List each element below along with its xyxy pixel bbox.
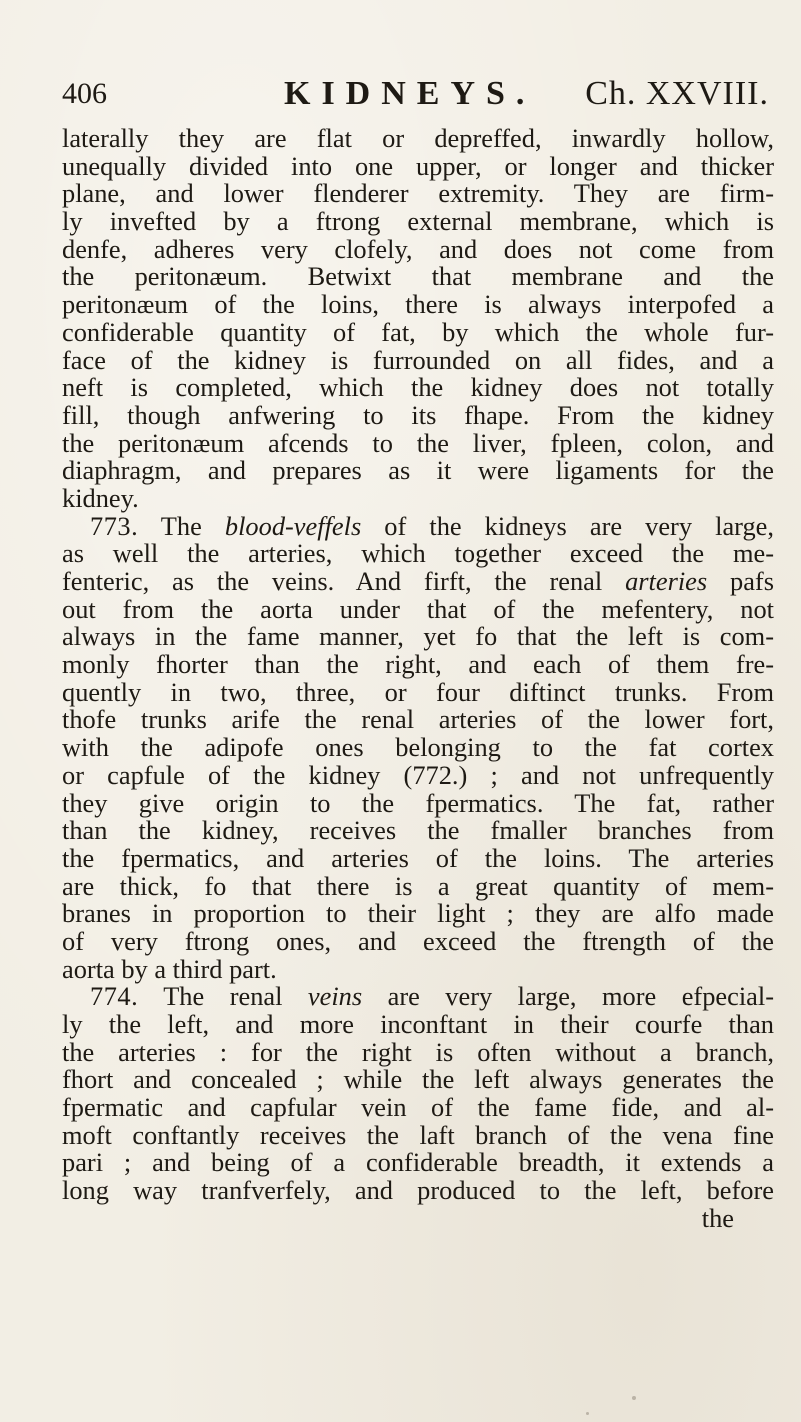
text-line: the fpermatics, and arteries of the loins. The arteries <box>62 842 774 873</box>
text-line: fill, though anfwering to its fhape. From the kidney <box>62 399 774 430</box>
text-line: aorta by a third part. <box>62 953 277 984</box>
text-line: with the adipofe ones belonging to the fat cortex <box>62 732 774 763</box>
body-text <box>62 125 774 1233</box>
italic-term: veins <box>307 981 363 1012</box>
text-line: denfe, adheres very clofely, and does not come from <box>62 233 774 264</box>
italic-term: blood-veffels <box>224 510 362 541</box>
text-line: or capfule of the kidney (772.) ; and not unfrequently <box>62 759 774 790</box>
text-line: fhort and concealed ; while the left always generates the <box>62 1064 774 1095</box>
text-line: unequally divided into one upper, or longer and thicker <box>62 150 774 181</box>
text-line: quently in two, three, or four diftinct trunks. From <box>62 676 774 707</box>
paragraph-number: 774. <box>90 981 139 1012</box>
text-line: thofe trunks arife the renal arteries of the lower fort, <box>62 704 774 735</box>
text-line: ly the left, and more inconftant in their courfe than <box>62 1009 774 1039</box>
text-line: always in the fame manner, yet fo that the left is com- <box>62 621 774 652</box>
text-line: plane, and lower flenderer extremity. They are firm- <box>62 178 774 209</box>
text-line: fpermatic and capfular vein of the fame fide, and al- <box>62 1092 774 1123</box>
text-line: the peritonæum. Betwixt that membrane and the <box>62 261 774 292</box>
text-line: monly fhorter than the right, and each of them fre- <box>62 649 774 680</box>
text-line: the arteries : for the right is often without a branch, <box>62 1036 774 1067</box>
text-line: as well the arteries, which together exceed the me- <box>62 538 774 569</box>
text-line: face of the kidney is furrounded on all fides, and a <box>62 344 774 375</box>
text-line: kidney. <box>62 482 139 513</box>
text-line: laterally they are flat or depreffed, inwardly hollow, <box>62 123 774 153</box>
text-line: diaphragm, and prepares as it were ligaments for the <box>62 455 774 486</box>
text-line: peritonæum of the loins, there is always interpofed a <box>62 289 774 320</box>
text-line: pari ; and being of a confiderable breadth, it extends a <box>62 1147 774 1178</box>
text-line: confiderable quantity of fat, by which the whole fur- <box>62 316 774 347</box>
text-line: out from the aorta under that of the mefentery, not <box>62 593 774 624</box>
chapter-label: Ch. XXVIII. <box>585 75 769 112</box>
running-head <box>62 72 769 116</box>
text-line: of very ftrong ones, and exceed the ftrength of the <box>62 925 774 956</box>
text-line: are thick, fo that there is a great quantity of mem- <box>62 870 774 901</box>
text-line: branes in proportion to their light ; they are alfo made <box>62 898 774 929</box>
text-line: than the kidney, receives the fmaller branches from <box>62 815 774 846</box>
italic-term: arteries <box>625 566 708 596</box>
page-number: 406 <box>62 77 107 110</box>
paragraph-774-first-line: 774. The renal veins are very large, more efpecial- <box>90 981 774 1012</box>
text-line: moft conftantly receives the laft branch of the vena fine <box>62 1119 774 1150</box>
text-line: they give origin to the fpermatics. The fat, rather <box>62 787 774 818</box>
paper-speck <box>586 1412 589 1415</box>
text-line: ly invefted by a ftrong external membrane, which is <box>62 206 774 237</box>
text-line: neft is completed, which the kidney does not totally <box>62 372 774 403</box>
text-line: fenteric, as the veins. And firft, the renal arteries pafs <box>62 566 774 596</box>
paper-speck <box>632 1396 636 1400</box>
paragraph-773-first-line: 773. The blood-veffels of the kidneys are very large, <box>90 510 774 541</box>
text-line: the peritonæum afcends to the liver, fpleen, colon, and <box>62 427 774 458</box>
running-title: KIDNEYS. <box>284 75 536 112</box>
catchword: the <box>701 1202 734 1233</box>
paragraph-number: 773. <box>90 510 139 541</box>
text-line: long way tranfverfely, and produced to the left, before <box>62 1175 774 1206</box>
